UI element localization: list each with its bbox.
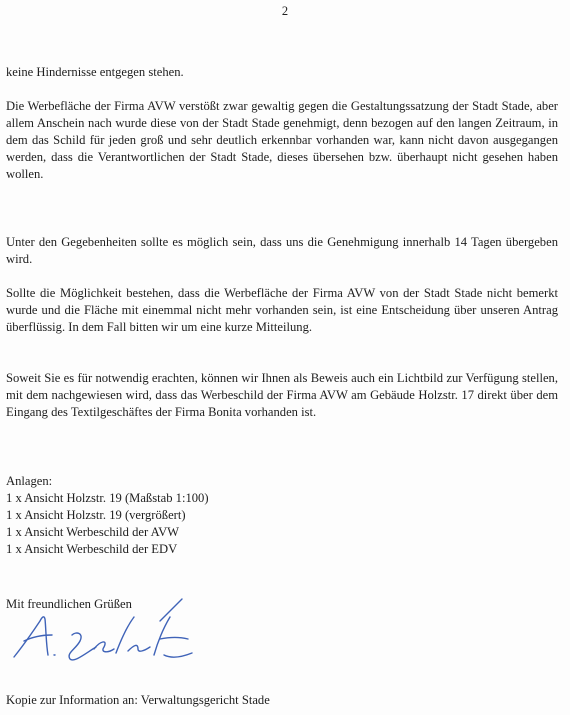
page-number: 2	[281, 4, 289, 18]
paragraph-approval-request: Unter den Gegebenheiten sollte es möglich sein, dass uns die Genehmigung innerhalb 14 Tagen übergeben wird.	[6, 235, 558, 266]
attachment-item: 1 x Ansicht Holzstr. 19 (vergrößert)	[6, 507, 186, 522]
paragraph-possibility: Sollte die Möglichkeit bestehen, dass die Werbefläche der Firma AVW von der Stadt Stade nicht bemerkt wurde und die Fläche mit einemmal nicht mehr vorhanden sein, ist eine Entscheidung über unseren Antrag überflüssig. In dem Fall bitten wir um eine kurze Mitteilung.	[6, 286, 558, 334]
attachment-item: 1 x Ansicht Werbeschild der EDV	[6, 541, 178, 556]
paragraph-continuation: keine Hindernisse entgegen stehen.	[6, 65, 184, 79]
handwritten-signature	[4, 595, 204, 675]
attachments-heading: Anlagen:	[6, 474, 53, 488]
copy-distribution-note: Kopie zur Information an: Verwaltungsgericht Stade	[6, 693, 270, 707]
attachment-item: 1 x Ansicht Werbeschild der AVW	[6, 524, 180, 539]
paragraph-evidence-photo: Soweit Sie es für notwendig erachten, können wir Ihnen als Beweis auch ein Lichtbild zur Verfügung stellen, mit dem nachgewiesen wird, dass das Werbeschild der Firma AVW am Gebäude Holzstr. 17 direkt über dem Eingang des Textilgeschäftes der Firma Bonita vorhanden ist.	[6, 371, 558, 419]
paragraph-advertising-space: Die Werbefläche der Firma AVW verstößt zwar gewaltig gegen die Gestaltungssatzung der Stadt Stade, aber allem Anschein nach wurde diese von der Stadt Stade genehmigt, denn bezogen auf den langen Zeitraum, in dem das Schild für jeden groß und sehr deutlich erkennbar vorhanden war, kann nicht davon ausgegangen werden, dass die Verantwortlichen der Stadt Stade, dieses übersehen bzw. überhaupt nicht gesehen haben wollen.	[6, 99, 558, 181]
attachments-list	[6, 473, 209, 558]
attachment-item: 1 x Ansicht Holzstr. 19 (Maßstab 1:100)	[6, 490, 209, 505]
closing-salutation: Mit freundlichen Grüßen	[6, 597, 132, 611]
